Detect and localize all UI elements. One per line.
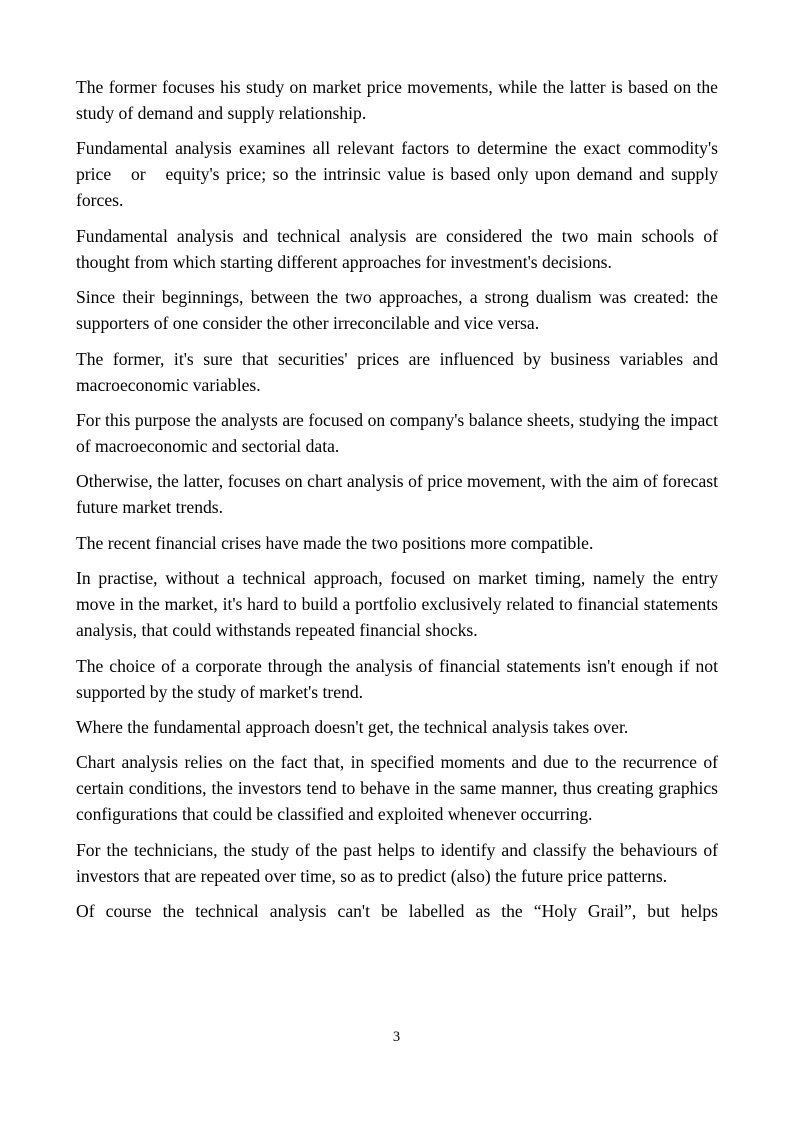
paragraph: For this purpose the analysts are focused on company's balance sheets, studying the impact of macroeconomic and sectorial data. xyxy=(76,409,718,456)
paragraph: The former, it's sure that securities' prices are influenced by business variables and macroeconomic variables. xyxy=(76,348,718,395)
paragraph: The recent financial crises have made the two positions more compatible. xyxy=(76,532,594,553)
paragraph: Since their beginnings, between the two approaches, a strong dualism was created: the supporters of one consider the other irreconcilable and vice versa. xyxy=(76,287,718,334)
paragraph: Of course the technical analysis can't be labelled as the “Holy Grail”, but helps xyxy=(76,901,718,922)
paragraph: Fundamental analysis and technical analysis are considered the two main schools of thought from which starting different approaches for investment's decisions. xyxy=(76,225,718,272)
paragraph: The former focuses his study on market price movements, while the latter is based on the study of demand and supply relationship. xyxy=(76,77,718,123)
paragraph: Otherwise, the latter, focuses on chart analysis of price movement, with the aim of forecast future market trends. xyxy=(76,471,718,518)
paragraph: Chart analysis relies on the fact that, in specified moments and due to the recurrence of certain conditions, the investors tend to behave in the same manner, thus creating graphics configurations that could be classified and exploited whenever occurring. xyxy=(76,752,718,825)
paragraph: The choice of a corporate through the analysis of financial statements isn't enough if not supported by the study of market's trend. xyxy=(76,655,718,702)
paragraph: Fundamental analysis examines all relevant factors to determine the exact commodity's price or equity's price; so the intrinsic value is based only upon demand and supply forces. xyxy=(76,138,723,211)
paragraph: Where the fundamental approach doesn't get, the technical analysis takes over. xyxy=(76,716,629,737)
page-number: 3 xyxy=(392,1029,401,1045)
paragraph: For the technicians, the study of the past helps to identify and classify the behaviours of investors that are repeated over time, so as to predict (also) the future price patterns. xyxy=(76,839,718,886)
document-body xyxy=(76,74,723,933)
paragraph: In practise, without a technical approach, focused on market timing, namely the entry move in the market, it's hard to build a portfolio exclusively related to financial statements analysis, that could withstands repeated financial shocks. xyxy=(76,568,718,641)
